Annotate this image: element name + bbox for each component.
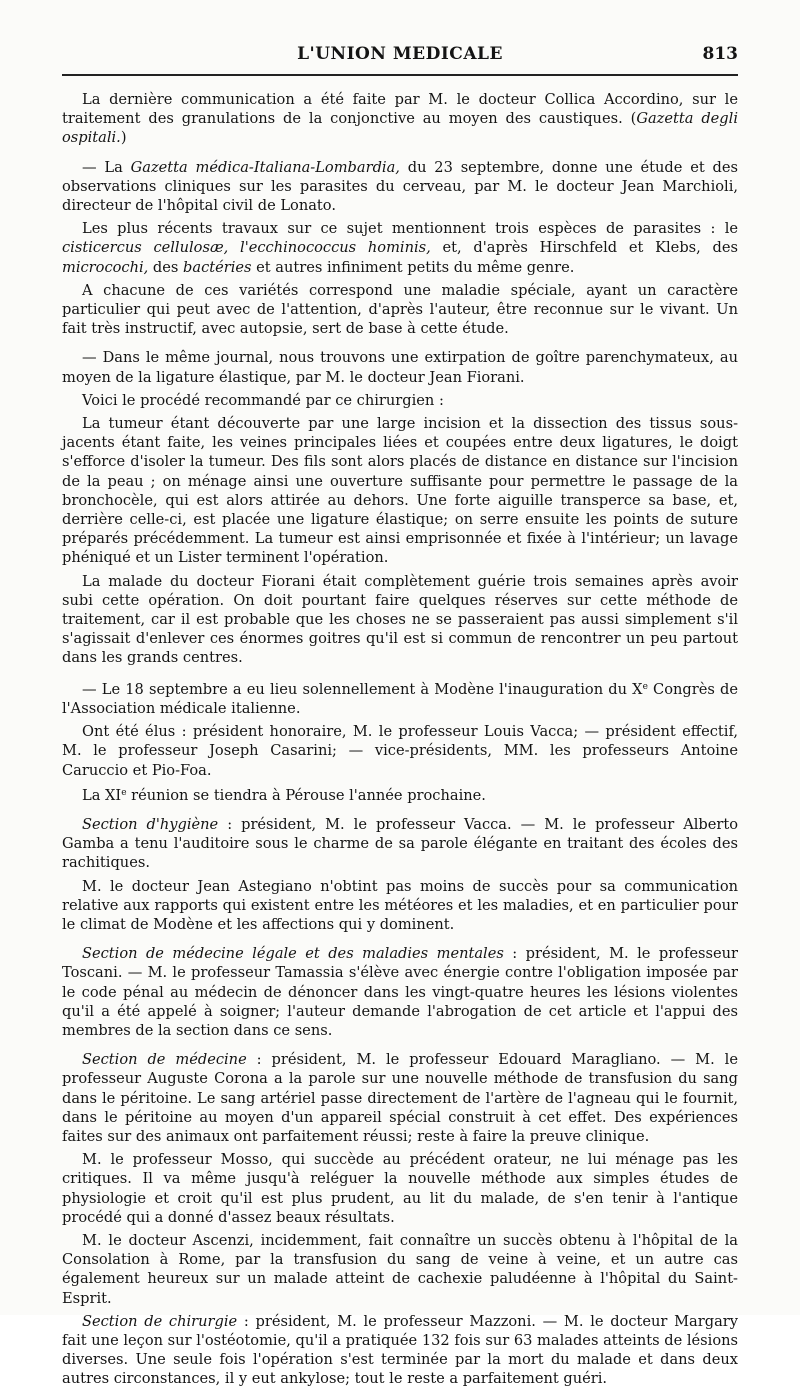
paragraph-section-medecine-legale: Section de médecine légale et des maladies mentales : président, M. le professeur Toscani. — M. le professeur Tamassia s'élève avec énergie contre l'obligation imposée par le code pénal au médecin de dénoncer dans les vingt-quatre heures les lésions violentes qu'il a été appelé à soigner; l'auteur demande l'abrogation de cet article et l'appui des membres de la section dans ce sens.: [62, 945, 738, 1039]
paragraph-fiorani: — Dans le même journal, nous trouvons une extirpation de goître parenchymateux, au moyen de la ligature élastique, par M. le docteur Jean Fiorani.: [62, 349, 738, 386]
paragraph-marchioli: — La Gazetta médica-Italiana-Lombardia, du 23 septembre, donne une étude et des observations cliniques sur les parasites du cerveau, par M. le docteur Jean Marchioli, directeur de l'hôpital civil de Lonato.: [62, 158, 739, 215]
paragraph-section-chirurgie: Section de chirurgie : président, M. le professeur Mazzoni. — M. le docteur Margary fait une leçon sur l'ostéotomie, qu'il a pratiquée 132 fois sur 63 malades atteints de lésions diverses. Une seule fois l'opération s'est terminée par la mort du malade et dans deux autres circonstances, il y eut ankylose; tout le reste a parfaitement guéri.: [62, 1312, 738, 1388]
paragraph-varietes: A chacune de ces variétés correspond une maladie spéciale, ayant un caractère particulier qui peut avec de l'attention, d'après l'auteur, être reconnue sur le vivant. Un fait très instructif, avec autopsie, sert de base à cette étude.: [62, 281, 738, 338]
paragraph-elus: Ont été élus : président honoraire, M. le professeur Louis Vacca; — président effectif, M. le professeur Joseph Casarini; — vice-présidents, MM. les professeurs Antoine Caruccio et Pio-Foa.: [62, 723, 738, 779]
article-body: [62, 90, 738, 1393]
paragraph-collica: La dernière communication a été faite par M. le docteur Collica Accordino, sur le traitement des granulations de la conjonctive au moyen des caustiques. (Gazetta degli ospitali.): [62, 91, 738, 147]
paragraph-xie-reunion: La XIe réunion se tiendra à Pérouse l'année prochaine.: [82, 786, 486, 804]
paragraph-malade-fiorani: La malade du docteur Fiorani était complètement guérie trois semaines après avoir subi cette opération. On doit pourtant faire quelques réserves sur cette méthode de traitement, car il est probable que les choses ne se passeraient pas aussi simplement s'il s'agissait d'enlever ces énormes goitres qu'il est si commun de rencontrer un peu partout dans les grands centres.: [62, 572, 738, 667]
header-rule: [62, 74, 738, 76]
paragraph-congres: — Le 18 septembre a eu lieu solennellement à Modène l'inauguration du Xe Congrès de l'Association médicale italienne.: [62, 680, 738, 717]
paragraph-tumeur: La tumeur étant découverte par une large incision et la dissection des tissus sous-jacents étant faite, les veines principales liées et coupées entre deux ligatures, le doigt s'efforce d'isoler la tumeur. Des fils sont alors placés de distance en distance sur l'incision de la peau ; on ménage ainsi une ouverture suffisante pour permettre le passage de la bronchocèle, qui est alors attirée au dehors. Une forte aiguille transperce sa base, et, derrière celle-ci, est placée une ligature élastique; on serre ensuite les points de suture préparés précédemment. La tumeur est ainsi emprisonnée et fixée à l'intérieur; un lavage phéniqué et un Lister terminent l'opération.: [62, 415, 738, 567]
page-number: 813: [702, 44, 738, 64]
paragraph-section-hygiene: Section d'hygiène : président, M. le professeur Vacca. — M. le professeur Alberto Gamba a tenu l'auditoire sous le charme de sa parole élégante en traitant des écoles des rachitiques.: [62, 815, 739, 872]
paragraph-mosso: M. le professeur Mosso, qui succède au précédent orateur, ne lui ménage pas les critiques. Il va même jusqu'à reléguer la nouvelle méthode aux simples études de physiologie et croit qu'il est plus prudent, au lit du malade, de s'en tenir à l'antique procédé qui a donné d'assez beaux résultats.: [62, 1151, 738, 1226]
paragraph-astegiano: M. le docteur Jean Astegiano n'obtint pas moins de succès pour sa communication relative aux rapports qui existent entre les météores et les maladies, et en particulier pour le climat de Modène et les affections qui y dominent.: [62, 877, 738, 933]
paragraph-section-medecine: Section de médecine : président, M. le professeur Edouard Maragliano. — M. le professeur Auguste Corona a la parole sur une nouvelle méthode de transfusion du sang dans le péritoine. Le sang artériel passe directement de l'artère de l'agneau qui le fournit, dans le péritoine au moyen d'un appareil spécial construit à cet effet. Des expériences faites sur des animaux ont parfaitement réussi; reste à faire la preuve clinique.: [62, 1051, 738, 1145]
paragraph-procede: Voici le procédé recommandé par ce chirurgien :: [82, 391, 444, 409]
page-header: [62, 44, 738, 70]
running-title: L'UNION MEDICALE: [297, 44, 503, 64]
paragraph-parasites: Les plus récents travaux sur ce sujet mentionnent trois espèces de parasites : le cisticercus cellulosæ, l'ecchinococcus hominis, et, d'après Hirschfeld et Klebs, des microcochi, des bactéries et autres infiniment petits du même genre.: [62, 220, 738, 276]
paragraph-ascenzi: M. le docteur Ascenzi, incidemment, fait connaître un succès obtenu à l'hôpital de la Consolation à Rome, par la transfusion du sang de veine à veine, et un autre cas également heureux sur un malade atteint de cachexie paludéenne à l'hôpital du Saint-Esprit.: [62, 1231, 738, 1307]
